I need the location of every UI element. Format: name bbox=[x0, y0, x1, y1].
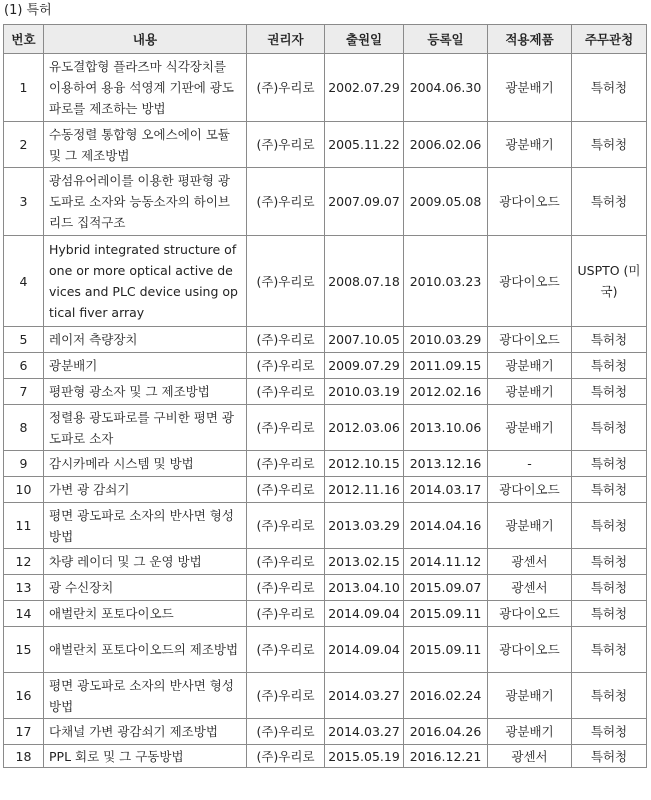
row-content: 정렬용 광도파로를 구비한 평면 광도파로 소자 bbox=[44, 405, 247, 451]
row-holder: (주)우리로 bbox=[247, 627, 325, 673]
row-registration-date: 2015.09.07 bbox=[404, 575, 488, 601]
row-registration-date: 2016.04.26 bbox=[404, 719, 488, 745]
row-number: 14 bbox=[4, 601, 44, 627]
row-registration-date: 2006.02.06 bbox=[404, 122, 488, 168]
row-authority: 특허청 bbox=[572, 627, 647, 673]
row-filing-date: 2007.09.07 bbox=[325, 168, 404, 236]
row-product: 광분배기 bbox=[488, 122, 572, 168]
table-row bbox=[4, 575, 647, 601]
header-authority: 주무관청 bbox=[572, 25, 647, 54]
table-header-row bbox=[4, 25, 647, 54]
table-row bbox=[4, 719, 647, 745]
row-number: 2 bbox=[4, 122, 44, 168]
header-applied-product: 적용제품 bbox=[488, 25, 572, 54]
row-filing-date: 2012.11.16 bbox=[325, 477, 404, 503]
row-content: 유도결합형 플라즈마 식각장치를 이용하여 용융 석영계 기판에 광도파로를 제조하는 방법 bbox=[44, 54, 247, 122]
row-filing-date: 2014.09.04 bbox=[325, 601, 404, 627]
row-filing-date: 2008.07.18 bbox=[325, 236, 404, 327]
row-number: 1 bbox=[4, 54, 44, 122]
row-registration-date: 2014.03.17 bbox=[404, 477, 488, 503]
row-product: 광분배기 bbox=[488, 54, 572, 122]
table-row bbox=[4, 353, 647, 379]
row-product: 광분배기 bbox=[488, 719, 572, 745]
row-authority: 특허청 bbox=[572, 54, 647, 122]
row-authority: 특허청 bbox=[572, 575, 647, 601]
row-number: 10 bbox=[4, 477, 44, 503]
row-number: 9 bbox=[4, 451, 44, 477]
row-product: 광센서 bbox=[488, 549, 572, 575]
row-product: 광분배기 bbox=[488, 673, 572, 719]
row-filing-date: 2015.05.19 bbox=[325, 745, 404, 768]
row-holder: (주)우리로 bbox=[247, 405, 325, 451]
row-number: 7 bbox=[4, 379, 44, 405]
row-authority: 특허청 bbox=[572, 168, 647, 236]
row-content: 다채널 가변 광감쇠기 제조방법 bbox=[44, 719, 247, 745]
row-product: 광다이오드 bbox=[488, 236, 572, 327]
patent-table bbox=[3, 24, 647, 768]
row-filing-date: 2007.10.05 bbox=[325, 327, 404, 353]
row-content: 가변 광 감쇠기 bbox=[44, 477, 247, 503]
row-filing-date: 2013.04.10 bbox=[325, 575, 404, 601]
row-filing-date: 2014.03.27 bbox=[325, 719, 404, 745]
row-number: 12 bbox=[4, 549, 44, 575]
table-row bbox=[4, 379, 647, 405]
row-product: 광분배기 bbox=[488, 353, 572, 379]
row-holder: (주)우리로 bbox=[247, 673, 325, 719]
row-holder: (주)우리로 bbox=[247, 549, 325, 575]
row-registration-date: 2016.02.24 bbox=[404, 673, 488, 719]
row-authority: 특허청 bbox=[572, 122, 647, 168]
header-content: 내용 bbox=[44, 25, 247, 54]
row-filing-date: 2013.02.15 bbox=[325, 549, 404, 575]
row-registration-date: 2011.09.15 bbox=[404, 353, 488, 379]
row-authority: 특허청 bbox=[572, 745, 647, 768]
header-filing-date: 출원일 bbox=[325, 25, 404, 54]
row-product: 광다이오드 bbox=[488, 477, 572, 503]
row-registration-date: 2015.09.11 bbox=[404, 627, 488, 673]
row-registration-date: 2010.03.29 bbox=[404, 327, 488, 353]
row-authority: USPTO (미국) bbox=[572, 236, 647, 327]
row-number: 3 bbox=[4, 168, 44, 236]
row-holder: (주)우리로 bbox=[247, 477, 325, 503]
row-content: 평판형 광소자 및 그 제조방법 bbox=[44, 379, 247, 405]
row-holder: (주)우리로 bbox=[247, 122, 325, 168]
table-row bbox=[4, 122, 647, 168]
row-filing-date: 2013.03.29 bbox=[325, 503, 404, 549]
table-row bbox=[4, 405, 647, 451]
row-product: 광다이오드 bbox=[488, 627, 572, 673]
table-row bbox=[4, 745, 647, 768]
row-content: 감시카메라 시스템 및 방법 bbox=[44, 451, 247, 477]
row-product: 광센서 bbox=[488, 745, 572, 768]
row-product: - bbox=[488, 451, 572, 477]
row-number: 15 bbox=[4, 627, 44, 673]
row-holder: (주)우리로 bbox=[247, 168, 325, 236]
table-row bbox=[4, 168, 647, 236]
row-authority: 특허청 bbox=[572, 503, 647, 549]
row-filing-date: 2014.09.04 bbox=[325, 627, 404, 673]
row-authority: 특허청 bbox=[572, 327, 647, 353]
section-title: (1) 특허 bbox=[4, 3, 52, 18]
table-row bbox=[4, 327, 647, 353]
row-holder: (주)우리로 bbox=[247, 601, 325, 627]
header-registration-date: 등록일 bbox=[404, 25, 488, 54]
row-filing-date: 2009.07.29 bbox=[325, 353, 404, 379]
row-filing-date: 2010.03.19 bbox=[325, 379, 404, 405]
row-authority: 특허청 bbox=[572, 451, 647, 477]
table-row bbox=[4, 477, 647, 503]
row-number: 13 bbox=[4, 575, 44, 601]
row-holder: (주)우리로 bbox=[247, 745, 325, 768]
row-holder: (주)우리로 bbox=[247, 503, 325, 549]
row-number: 4 bbox=[4, 236, 44, 327]
row-authority: 특허청 bbox=[572, 549, 647, 575]
row-content: PPL 회로 및 그 구동방법 bbox=[44, 745, 247, 768]
row-product: 광다이오드 bbox=[488, 327, 572, 353]
row-product: 광분배기 bbox=[488, 405, 572, 451]
row-content: 애벌란치 포토다이오드 bbox=[44, 601, 247, 627]
row-content: 평면 광도파로 소자의 반사면 형성 방법 bbox=[44, 503, 247, 549]
row-registration-date: 2016.12.21 bbox=[404, 745, 488, 768]
table-row bbox=[4, 236, 647, 327]
table-row bbox=[4, 503, 647, 549]
row-holder: (주)우리로 bbox=[247, 451, 325, 477]
row-content: 광섬유어레이를 이용한 평판형 광도파로 소자와 능동소자의 하이브리드 집적구조 bbox=[44, 168, 247, 236]
row-holder: (주)우리로 bbox=[247, 236, 325, 327]
row-holder: (주)우리로 bbox=[247, 379, 325, 405]
row-number: 17 bbox=[4, 719, 44, 745]
row-filing-date: 2012.03.06 bbox=[325, 405, 404, 451]
row-holder: (주)우리로 bbox=[247, 575, 325, 601]
table-row bbox=[4, 451, 647, 477]
row-content: 광 수신장치 bbox=[44, 575, 247, 601]
row-registration-date: 2013.12.16 bbox=[404, 451, 488, 477]
header-number: 번호 bbox=[4, 25, 44, 54]
row-product: 광다이오드 bbox=[488, 168, 572, 236]
row-authority: 특허청 bbox=[572, 673, 647, 719]
row-filing-date: 2005.11.22 bbox=[325, 122, 404, 168]
row-content: Hybrid integrated structure of one or more optical active devices and PLC device using optical fiver array bbox=[44, 236, 247, 327]
row-number: 16 bbox=[4, 673, 44, 719]
row-authority: 특허청 bbox=[572, 719, 647, 745]
row-authority: 특허청 bbox=[572, 379, 647, 405]
row-authority: 특허청 bbox=[572, 353, 647, 379]
row-registration-date: 2014.04.16 bbox=[404, 503, 488, 549]
row-registration-date: 2012.02.16 bbox=[404, 379, 488, 405]
row-number: 11 bbox=[4, 503, 44, 549]
row-registration-date: 2010.03.23 bbox=[404, 236, 488, 327]
table-row bbox=[4, 549, 647, 575]
row-content: 평면 광도파로 소자의 반사면 형성 방법 bbox=[44, 673, 247, 719]
row-content: 차량 레이더 및 그 운영 방법 bbox=[44, 549, 247, 575]
row-holder: (주)우리로 bbox=[247, 353, 325, 379]
row-product: 광분배기 bbox=[488, 379, 572, 405]
row-filing-date: 2002.07.29 bbox=[325, 54, 404, 122]
row-number: 5 bbox=[4, 327, 44, 353]
table-row bbox=[4, 54, 647, 122]
row-holder: (주)우리로 bbox=[247, 327, 325, 353]
table-row bbox=[4, 673, 647, 719]
row-number: 8 bbox=[4, 405, 44, 451]
row-product: 광분배기 bbox=[488, 503, 572, 549]
table-row bbox=[4, 601, 647, 627]
row-filing-date: 2014.03.27 bbox=[325, 673, 404, 719]
row-registration-date: 2013.10.06 bbox=[404, 405, 488, 451]
row-registration-date: 2014.11.12 bbox=[404, 549, 488, 575]
row-number: 18 bbox=[4, 745, 44, 768]
row-content: 광분배기 bbox=[44, 353, 247, 379]
header-holder: 권리자 bbox=[247, 25, 325, 54]
row-authority: 특허청 bbox=[572, 405, 647, 451]
row-holder: (주)우리로 bbox=[247, 54, 325, 122]
row-content: 애벌란치 포토다이오드의 제조방법 bbox=[44, 627, 247, 673]
row-product: 광다이오드 bbox=[488, 601, 572, 627]
row-filing-date: 2012.10.15 bbox=[325, 451, 404, 477]
table-row bbox=[4, 627, 647, 673]
row-registration-date: 2004.06.30 bbox=[404, 54, 488, 122]
row-authority: 특허청 bbox=[572, 601, 647, 627]
row-registration-date: 2009.05.08 bbox=[404, 168, 488, 236]
row-holder: (주)우리로 bbox=[247, 719, 325, 745]
row-number: 6 bbox=[4, 353, 44, 379]
row-registration-date: 2015.09.11 bbox=[404, 601, 488, 627]
row-product: 광센서 bbox=[488, 575, 572, 601]
row-authority: 특허청 bbox=[572, 477, 647, 503]
row-content: 수동정렬 통합형 오에스에이 모듈 및 그 제조방법 bbox=[44, 122, 247, 168]
row-content: 레이저 측량장치 bbox=[44, 327, 247, 353]
